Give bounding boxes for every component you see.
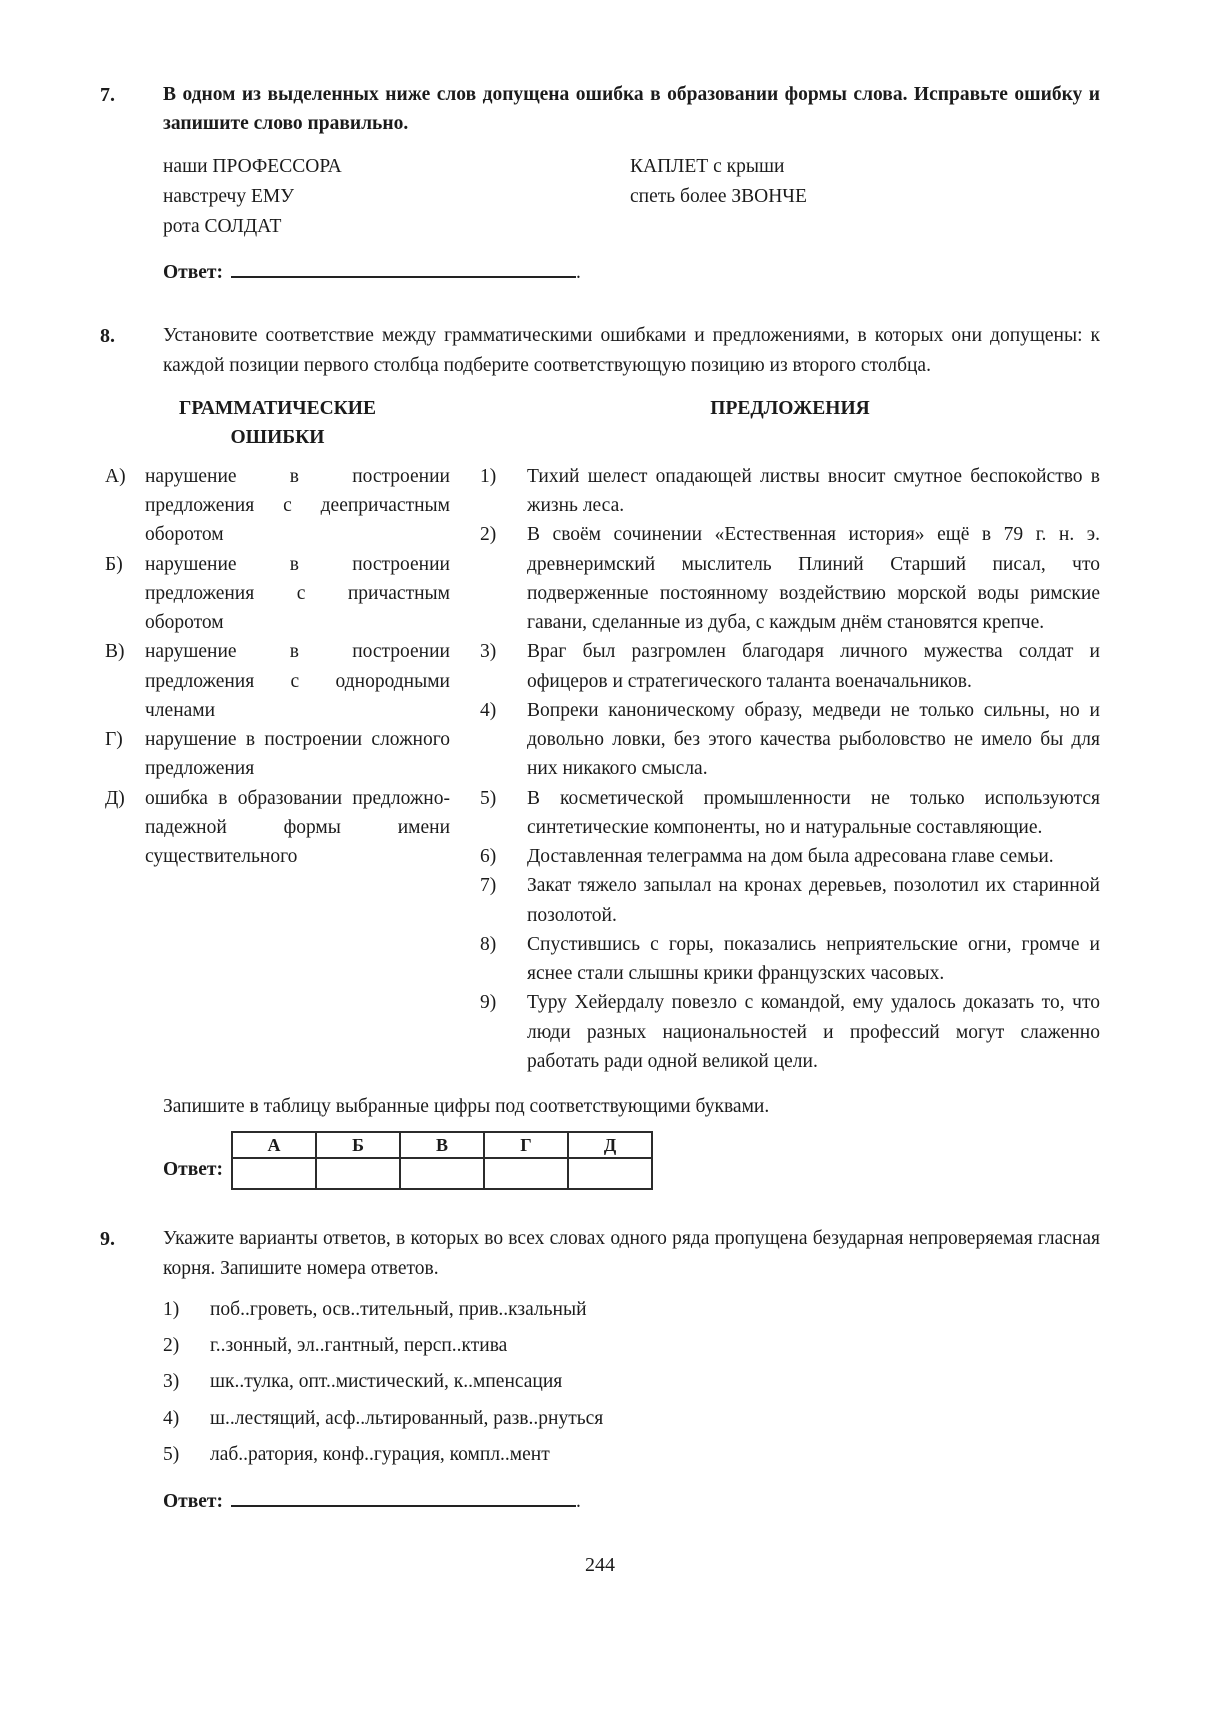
question-8-answer-row xyxy=(163,1131,1100,1190)
answer-table xyxy=(231,1131,653,1190)
word-option: КАПЛЕТ с крыши xyxy=(630,155,785,177)
error-label: Д) xyxy=(105,787,125,809)
error-text: нарушение в построении предложения с причастным оборотом xyxy=(145,553,450,634)
question-7 xyxy=(100,80,1100,287)
sentence-text: Туру Хейердалу повезло с командой, ему удалось доказать то, что люди разных национальностей и профессий могут слаженно работать ради одной великой цели. xyxy=(527,992,1100,1072)
option-text: шк..тулка, опт..мистический, к..мпенсация xyxy=(210,1371,563,1393)
error-item-a xyxy=(105,462,450,550)
sentence-text: В косметической промышленности не только используются синтетические компоненты, но и натуральные составляющие. xyxy=(527,787,1100,838)
error-item-d xyxy=(105,784,450,872)
answer-table-header-d: Д xyxy=(568,1132,652,1158)
question-7-word-options xyxy=(163,152,1100,243)
question-7-answer-row xyxy=(163,258,1100,287)
option-text: лаб..ратория, конф..гурация, компл..мент xyxy=(210,1443,550,1465)
table-instruction: Запишите в таблицу выбранные цифры под соответствующими буквами. xyxy=(163,1096,770,1118)
sentence-text: Закат тяжело запылал на кронах деревьев, позолотил их старинной позолотой. xyxy=(527,875,1100,926)
sentence-item-8 xyxy=(480,930,1100,989)
word-option: рота СОЛДАТ xyxy=(163,215,282,237)
answer-table-header-row xyxy=(232,1132,652,1158)
sentence-text: Вопреки каноническому образу, медведи не только сильны, но и довольно ловки, без этого качества рыболовство не имело бы для них никакого смысла. xyxy=(527,699,1100,780)
question-7-number: 7. xyxy=(100,84,115,106)
errors-header xyxy=(105,394,450,462)
sentence-item-3 xyxy=(480,637,1100,696)
option-item-3 xyxy=(163,1367,1100,1396)
question-7-prompt: В одном из выделенных ниже слов допущена ошибка в образовании формы слова. Исправьте ошибку и запишите слово правильно. xyxy=(163,84,1100,135)
answer-period: . xyxy=(576,1491,581,1513)
sentence-label: 3) xyxy=(480,641,497,663)
page-number: 244 xyxy=(585,1554,615,1577)
option-label: 2) xyxy=(163,1335,180,1357)
sentence-text: В своём сочинении «Естественная история» ещё в 79 г. н. э. древнеримский мыслитель Плиний Старший писал, что подверженные постоянному воздействию морской воды римские гавани, сделанные из дуба, с каждым днём становятся крепче. xyxy=(527,524,1100,634)
answer-table-header-a: А xyxy=(232,1132,316,1158)
option-text: поб..гроветь, осв..тительный, прив..кзальный xyxy=(210,1298,587,1320)
sentence-label: 9) xyxy=(480,992,497,1014)
sentence-label: 5) xyxy=(480,787,497,809)
answer-cell-a[interactable] xyxy=(232,1158,316,1189)
sentence-label: 8) xyxy=(480,933,497,955)
sentence-label: 6) xyxy=(480,846,497,868)
matching-block xyxy=(105,394,1100,1076)
answer-blank[interactable] xyxy=(231,263,576,278)
sentence-item-5 xyxy=(480,784,1100,843)
sentence-item-4 xyxy=(480,696,1100,784)
error-text: нарушение в построении предложения с деепричастным оборотом xyxy=(145,465,450,546)
word-options-right-column xyxy=(630,152,807,243)
sentence-text: Доставленная телеграмма на дом была адресована главе семьи. xyxy=(527,846,1054,868)
question-9-prompt: Укажите варианты ответов, в которых во всех словах одного ряда пропущена безударная непроверяемая гласная корня. Запишите номера ответов. xyxy=(163,1228,1100,1279)
word-option: навстречу ЕМУ xyxy=(163,185,295,207)
sentence-label: 7) xyxy=(480,875,497,897)
option-item-5 xyxy=(163,1440,1100,1469)
errors-column xyxy=(105,394,450,1076)
sentence-text: Тихий шелест опадающей листвы вносит смутное беспокойство в жизнь леса. xyxy=(527,465,1100,517)
question-9-options xyxy=(163,1295,1100,1469)
option-text: г..зонный, эл..гантный, персп..ктива xyxy=(210,1335,508,1357)
word-options-left-column xyxy=(163,152,630,243)
option-item-4 xyxy=(163,1404,1100,1433)
error-text: ошибка в образовании предложно-падежной формы имени существительного xyxy=(145,787,450,868)
option-text: ш..лестящий, асф..льтированный, разв..рнуться xyxy=(210,1407,604,1429)
sentence-label: 4) xyxy=(480,699,497,721)
answer-label: Ответ: xyxy=(163,1491,224,1513)
option-label: 3) xyxy=(163,1371,180,1393)
option-item-2 xyxy=(163,1331,1100,1360)
option-label: 4) xyxy=(163,1407,180,1429)
error-label: А) xyxy=(105,465,126,487)
word-option: спеть более ЗВОНЧЕ xyxy=(630,185,807,207)
answer-label: Ответ: xyxy=(163,262,224,284)
sentence-text: Враг был разгромлен благодаря личного мужества солдат и офицеров и стратегического таланта военачальников. xyxy=(527,641,1100,692)
option-item-1 xyxy=(163,1295,1100,1324)
error-label: Б) xyxy=(105,553,123,575)
question-9-number: 9. xyxy=(100,1228,115,1251)
answer-table-header-v: В xyxy=(400,1132,484,1158)
sentence-item-7 xyxy=(480,871,1100,930)
sentences-header xyxy=(480,394,1100,462)
error-label: Г) xyxy=(105,729,123,751)
answer-period: . xyxy=(576,262,581,284)
sentence-item-1 xyxy=(480,462,1100,521)
option-label: 1) xyxy=(163,1298,180,1320)
answer-table-input-row xyxy=(232,1158,652,1189)
answer-table-header-b: Б xyxy=(316,1132,400,1158)
sentence-item-9 xyxy=(480,988,1100,1076)
answer-table-header-g: Г xyxy=(484,1132,568,1158)
error-text: нарушение в построении сложного предложения xyxy=(145,729,450,780)
error-item-v xyxy=(105,637,450,725)
question-9 xyxy=(100,1224,1100,1516)
answer-cell-d[interactable] xyxy=(568,1158,652,1189)
errors-header-text: ГРАММАТИЧЕСКИЕ ОШИБКИ xyxy=(179,397,376,449)
error-item-b xyxy=(105,550,450,638)
option-label: 5) xyxy=(163,1443,180,1465)
error-text: нарушение в построении предложения с однородными членами xyxy=(145,641,450,721)
word-option: наши ПРОФЕССОРА xyxy=(163,155,342,177)
question-8-prompt: Установите соответствие между грамматическими ошибками и предложениями, в которых они допущены: к каждой позиции первого столбца подберите соответствующую позицию из второго столбца. xyxy=(163,325,1100,376)
answer-blank[interactable] xyxy=(231,1492,576,1507)
question-9-answer-row xyxy=(163,1487,1100,1516)
sentences-header-text: ПРЕДЛОЖЕНИЯ xyxy=(710,397,870,419)
sentence-text: Спустившись с горы, показались неприятельские огни, громче и яснее стали слышны крики французских часовых. xyxy=(527,933,1100,985)
answer-cell-v[interactable] xyxy=(400,1158,484,1189)
answer-cell-g[interactable] xyxy=(484,1158,568,1189)
question-8 xyxy=(100,321,1100,1190)
question-8-number: 8. xyxy=(100,325,115,348)
answer-cell-b[interactable] xyxy=(316,1158,400,1189)
sentence-label: 1) xyxy=(480,465,497,487)
sentence-label: 2) xyxy=(480,524,497,546)
error-label: В) xyxy=(105,641,125,663)
sentences-column xyxy=(480,394,1100,1076)
error-item-g xyxy=(105,725,450,784)
sentence-item-6 xyxy=(480,842,1100,871)
answer-label: Ответ: xyxy=(163,1159,224,1181)
sentence-item-2 xyxy=(480,520,1100,637)
